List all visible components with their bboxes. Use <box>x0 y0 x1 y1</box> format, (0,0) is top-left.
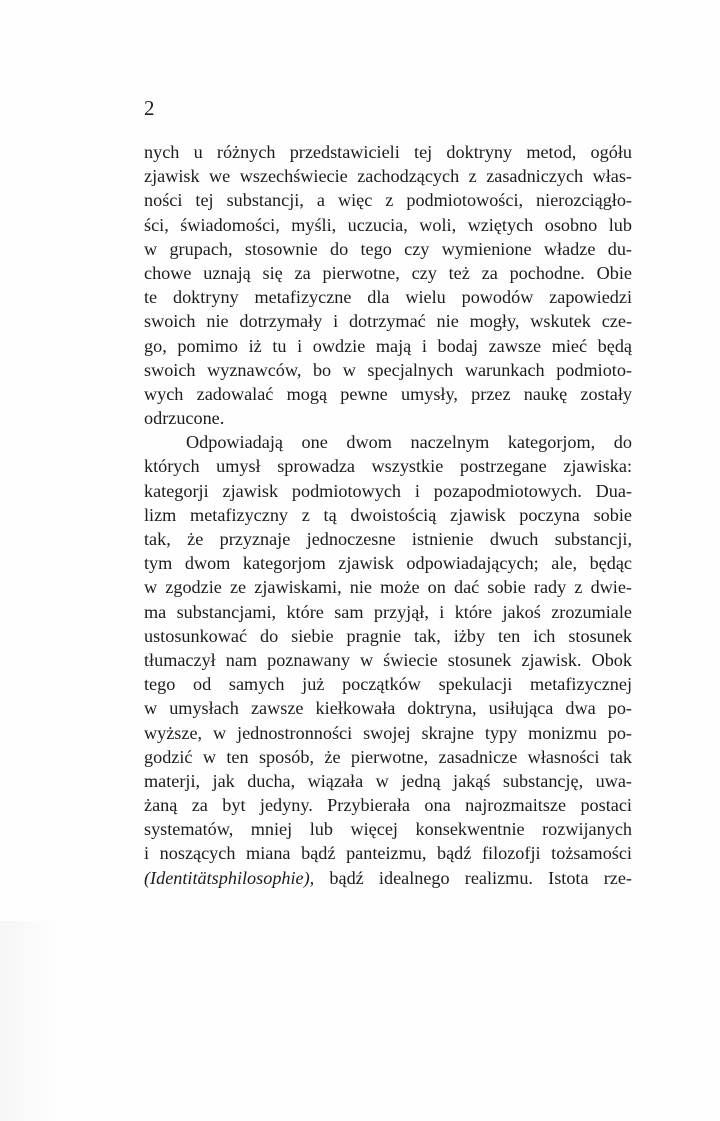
text-line: go, pomimo iż tu i owdzie mają i bodaj zawsze mieć będą <box>144 335 632 356</box>
text-line: ma substancjami, które sam przyjął, i które jakoś zrozumiale <box>144 601 632 622</box>
scan-edge-shadow <box>0 921 60 1121</box>
body-text <box>144 140 632 890</box>
text-line: wych zadowalać mogą pewne umysły, przez naukę zostały <box>144 383 632 404</box>
text-line: w zgodzie ze zjawiskami, nie może on dać sobie rady z dwie- <box>144 577 632 598</box>
page-number: 2 <box>144 96 155 120</box>
text-line: godzić w ten sposób, że pierwotne, zasadnicze własności tak <box>144 746 632 767</box>
text-line: materji, jak ducha, wiązała w jedną jakąś substancję, uwa- <box>144 770 632 791</box>
text-line: tak, że przyznaje jednoczesne istnienie dwuch substancji, <box>144 529 632 549</box>
text-line: swoich wyznawców, bo w specjalnych warunkach podmioto- <box>144 359 632 380</box>
text-line: nych u różnych przedstawicieli tej doktryny metod, ogółu <box>144 142 632 162</box>
text-line: i noszących miana bądź panteizmu, bądź filozofji tożsamości <box>144 843 632 864</box>
text-line: żaną za byt jedyny. Przybierała ona najrozmaitsze postaci <box>144 795 632 816</box>
text-line: lizm metafizyczny z tą dwoistością zjawisk poczyna sobie <box>144 504 632 525</box>
text-line: ności tej substancji, a więc z podmiotowości, nierozciągło- <box>144 190 632 211</box>
text-line: odrzucone. <box>144 408 225 429</box>
text-line: tłumaczył nam poznawany w świecie stosunek zjawisk. Obok <box>144 649 632 670</box>
text-line: ustosunkować do siebie pragnie tak, iżby ten ich stosunek <box>144 625 632 646</box>
text-line: wyższe, w jednostronności swojej skrajne typy monizmu po- <box>144 722 632 743</box>
italic-term: (Identitätsphilosophie), <box>144 867 315 888</box>
text-line: te doktryny metafizyczne dla wielu powodów zapowiedzi <box>144 287 632 308</box>
text-line: tym dwom kategorjom zjawisk odpowiadających; ale, będąc <box>144 553 632 574</box>
text-line: tego od samych już początków spekulacji metafizycznej <box>144 674 632 695</box>
text-line: chowe uznają się za pierwotne, czy też za pochodne. Obie <box>144 262 632 283</box>
text-line: zjawisk we wszechświecie zachodzących z zasadniczych włas- <box>144 166 632 187</box>
text-line-final <box>144 866 632 890</box>
text-line: w grupach, stosownie do tego czy wymienione władze du- <box>144 238 632 259</box>
text-line: systematów, mniej lub więcej konsekwentnie rozwijanych <box>144 819 632 840</box>
text-line-rest: bądź idealnego realizmu. Istota rze- <box>314 867 632 888</box>
text-line: kategorji zjawisk podmiotowych i pozapodmiotowych. Dua- <box>144 480 632 501</box>
text-line: Odpowiadają one dwom naczelnym kategorjom, do <box>186 432 632 453</box>
text-line: w umysłach zawsze kiełkowała doktryna, usiłująca dwa po- <box>144 698 632 719</box>
text-line: ści, świadomości, myśli, uczucia, woli, wziętych osobno lub <box>144 214 632 235</box>
text-line: których umysł sprowadza wszystkie postrzegane zjawiska: <box>144 456 632 477</box>
text-line: swoich nie dotrzymały i dotrzymać nie mogły, wskutek cze- <box>144 311 632 332</box>
